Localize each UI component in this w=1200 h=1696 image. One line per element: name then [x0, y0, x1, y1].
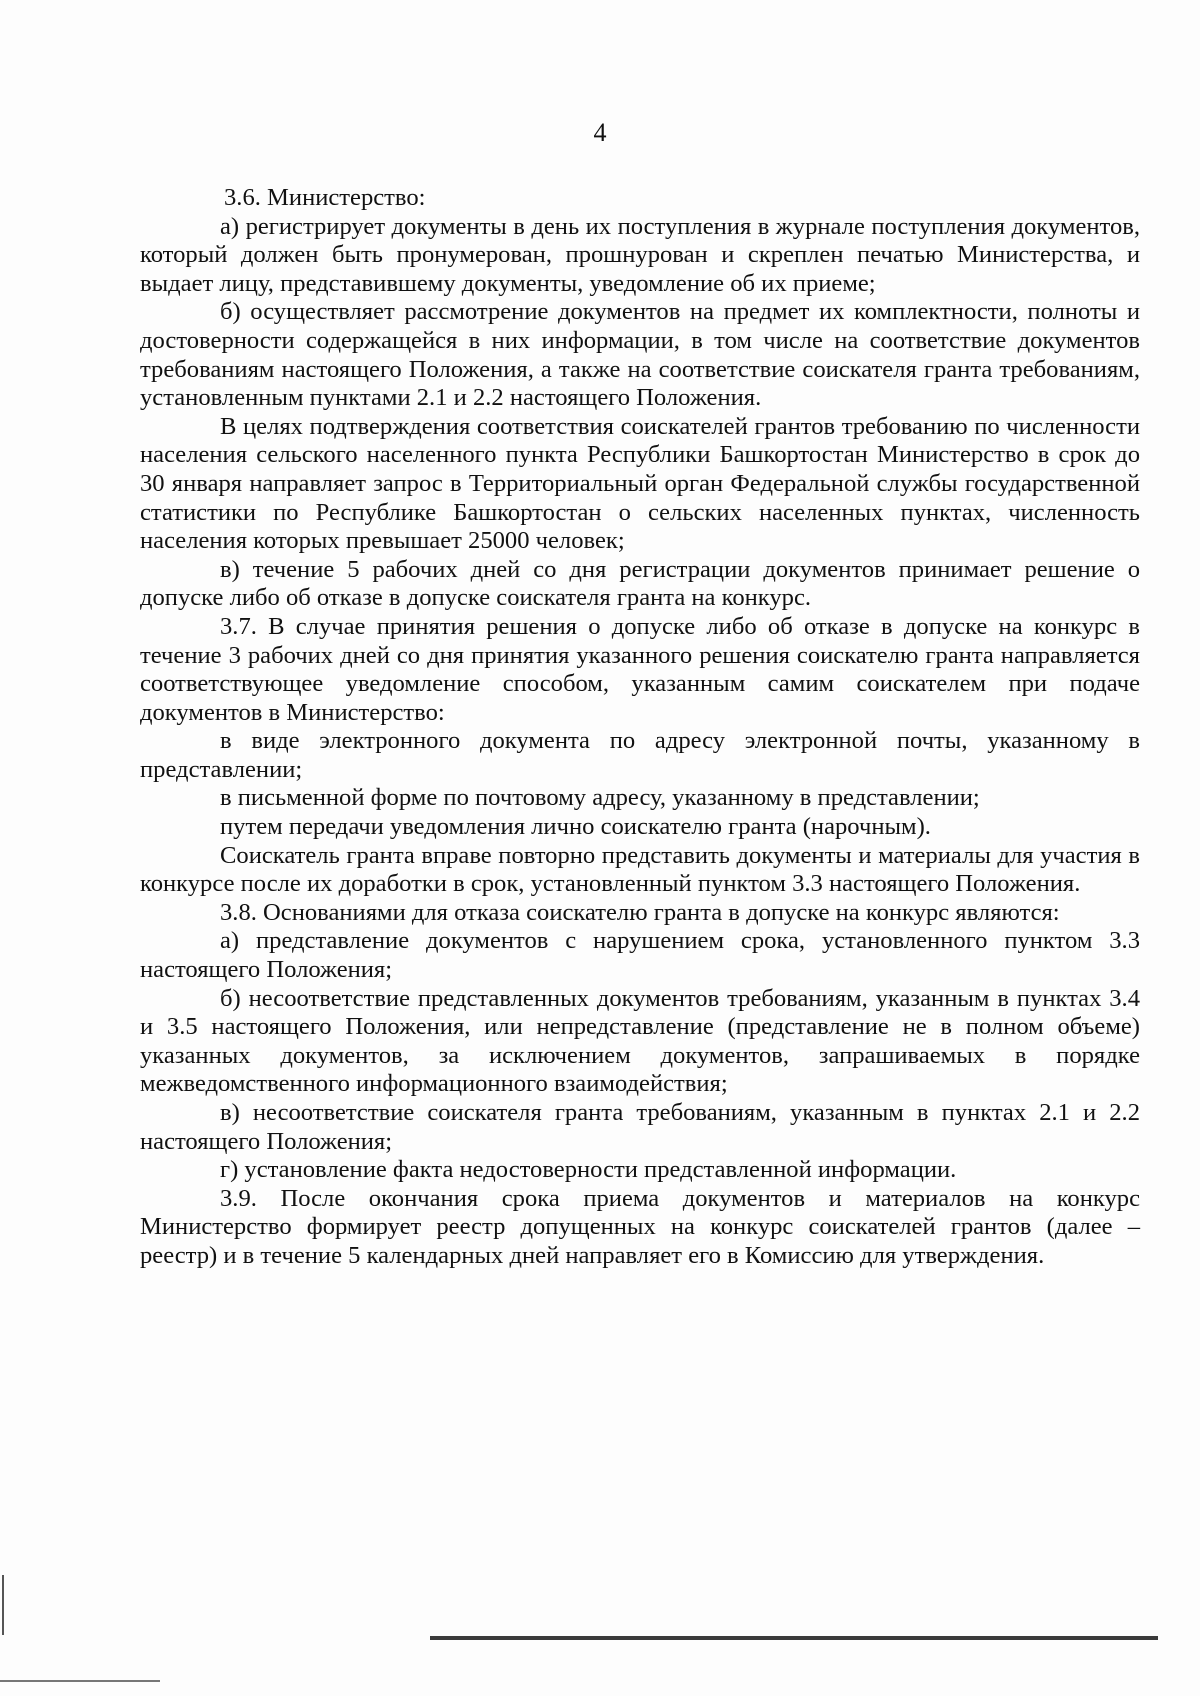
- scan-bottom-line: [0, 1680, 160, 1682]
- paragraph-3-6-v: в) течение 5 рабочих дней со дня регистрации документов принимает решение о допуске либо об отказе в допуске соискателя гранта на конкурс.: [140, 555, 1140, 612]
- paragraph-population-check: В целях подтверждения соответствия соискателей грантов требованию по численности населения сельского населенного пункта Республики Башкортостан Министерство в срок до 30 января направляет запрос в Территориальный орган Федеральной службы государственной статистики по Республике Башкортостан о сельских населенных пунктах, численность населения которых превышает 25000 человек;: [140, 412, 1140, 555]
- paragraph-notice-written: в письменной форме по почтовому адресу, указанному в представлении;: [220, 784, 980, 812]
- paragraph-3-7: 3.7. В случае принятия решения о допуске либо об отказе в допуске на конкурс в течение 3 рабочих дней со дня принятия указанного решения соискателю гранта направляется соответствующее уведомление способом, указанным самим соискателем при подаче документов в Министерство:: [140, 612, 1140, 726]
- paragraph-3-8: 3.8. Основаниями для отказа соискателю гранта в допуске на конкурс являются:: [220, 898, 1060, 926]
- paragraph-3-9: 3.9. После окончания срока приема документов и материалов на конкурс Министерство формирует реестр допущенных на конкурс соискателей грантов (далее – реестр) и в течение 5 календарных дней направляет его в Комиссию для утверждения.: [140, 1184, 1140, 1269]
- paragraph-notice-electronic: в виде электронного документа по адресу электронной почты, указанному в представлении;: [140, 727, 1140, 783]
- paragraph-3-8-v: в) несоответствие соискателя гранта требованиям, указанным в пунктах 2.1 и 2.2 настоящего Положения;: [140, 1099, 1140, 1155]
- page-number: 4: [593, 118, 607, 147]
- paragraph-resubmission: Соискатель гранта вправе повторно представить документы и материалы для участия в конкурсе после их доработки в срок, установленный пунктом 3.3 настоящего Положения.: [140, 841, 1140, 898]
- scan-edge-mark: [2, 1575, 4, 1635]
- paragraph-3-8-b: б) несоответствие представленных документов требованиям, указанным в пунктах 3.4 и 3.5 настоящего Положения, или непредставление (представление не в полном объеме) указанных документов, за исключением документов, запрашиваемых в порядке межведомственного информационного взаимодействия;: [140, 984, 1140, 1098]
- scan-bottom-rule: [430, 1636, 1158, 1640]
- paragraph-3-6-a: а) регистрирует документы в день их поступления в журнале поступления документов, который должен быть пронумерован, прошнурован и скреплен печатью Министерства, и выдает лицу, представившему документы, уведомление об их приеме;: [140, 212, 1140, 297]
- paragraph-3-6-heading: 3.6. Министерство:: [224, 184, 426, 211]
- paragraph-3-6-b: б) осуществляет рассмотрение документов на предмет их комплектности, полноты и достоверности содержащейся в них информации, в том числе на соответствие документов требованиям настоящего Положения, а также на соответствие соискателя гранта требованиям, установленным пунктами 2.1 и 2.2 настоящего Положения.: [140, 298, 1140, 412]
- paragraph-3-8-a: а) представление документов с нарушением срока, установленного пунктом 3.3 настоящего Положения;: [140, 927, 1140, 984]
- document-body: [140, 184, 1140, 1271]
- paragraph-3-8-g: г) установление факта недостоверности представленной информации.: [220, 1156, 957, 1184]
- paragraph-notice-courier: путем передачи уведомления лично соискателю гранта (нарочным).: [220, 813, 931, 841]
